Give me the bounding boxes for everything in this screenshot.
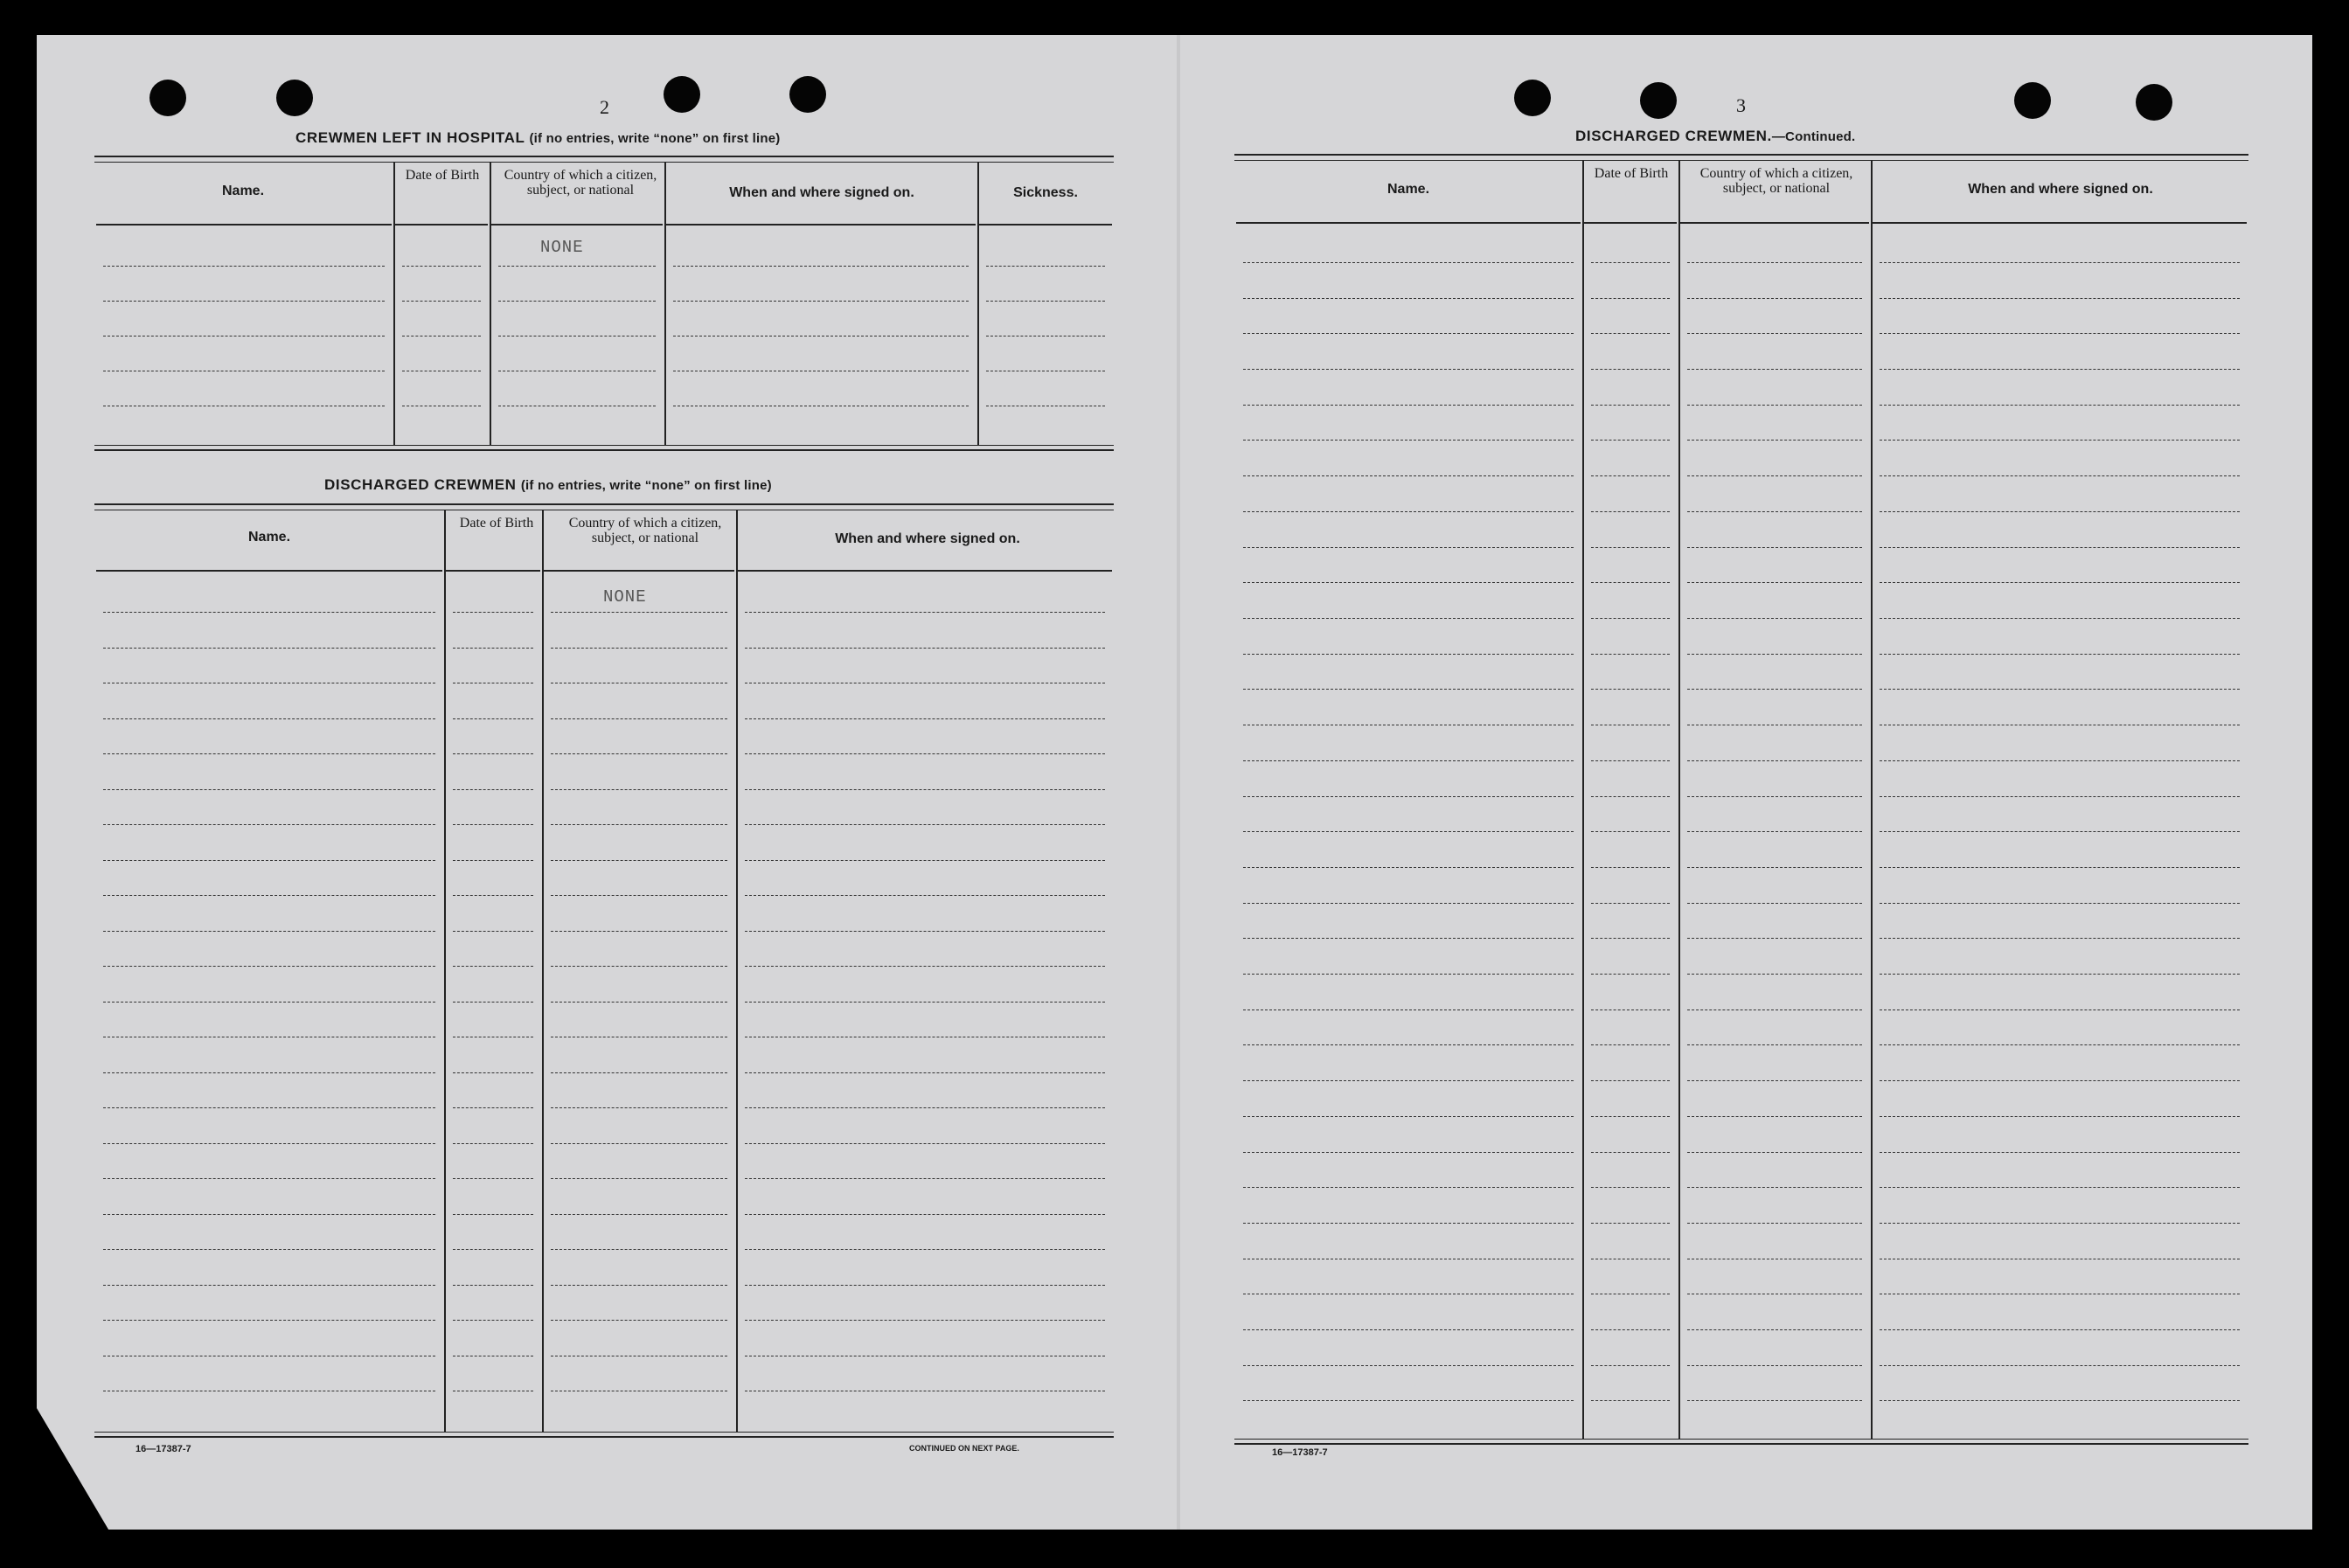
header-underline xyxy=(1873,222,2247,224)
entry-line xyxy=(1880,582,2240,583)
entry-line xyxy=(551,753,727,754)
entry-line xyxy=(1687,405,1862,406)
header-underline xyxy=(1584,222,1677,224)
table-bottom-rule xyxy=(1234,1439,2248,1445)
entry-line xyxy=(1243,1116,1574,1117)
entry-line xyxy=(551,1002,727,1003)
entry-line xyxy=(1687,440,1862,441)
header-underline xyxy=(544,570,734,572)
punch-hole xyxy=(1514,80,1551,116)
discharged-section-title xyxy=(324,476,772,494)
header-underline xyxy=(395,224,488,225)
entry-line xyxy=(551,895,727,896)
entry-line xyxy=(673,301,969,302)
entry-line xyxy=(1591,867,1670,868)
entry-line xyxy=(1591,1365,1670,1366)
column-divider xyxy=(736,510,738,1432)
entry-line xyxy=(1687,1009,1862,1010)
entry-line xyxy=(103,301,385,302)
entry-line xyxy=(745,824,1105,825)
col-header-signed-on: When and where signed on. xyxy=(835,531,1020,546)
entry-line xyxy=(453,1214,533,1215)
entry-line xyxy=(745,1214,1105,1215)
col-header-dob: Date of Birth xyxy=(1594,166,1669,181)
header-underline xyxy=(491,224,663,225)
entry-line xyxy=(1243,974,1574,975)
entry-line xyxy=(1243,475,1574,476)
entry-line xyxy=(1687,1152,1862,1153)
entry-line xyxy=(1687,1044,1862,1045)
header-underline xyxy=(738,570,1112,572)
discharged-continued-table xyxy=(1234,154,2248,1447)
entry-line xyxy=(1591,796,1670,797)
entry-line xyxy=(551,966,727,967)
entry-line xyxy=(402,266,481,267)
entry-line xyxy=(453,824,533,825)
entry-line xyxy=(1591,1329,1670,1330)
entry-line xyxy=(453,1143,533,1144)
column-divider xyxy=(1582,161,1584,1439)
table-bottom-rule xyxy=(94,1432,1114,1438)
entry-line xyxy=(1243,369,1574,370)
entry-line xyxy=(1243,1223,1574,1224)
entry-line xyxy=(1243,440,1574,441)
entry-line xyxy=(745,789,1105,790)
form-number: 16—17387-7 xyxy=(136,1444,191,1454)
entry-line xyxy=(745,1178,1105,1179)
entry-line xyxy=(1687,1329,1862,1330)
entry-line xyxy=(1243,547,1574,548)
entry-line xyxy=(1243,796,1574,797)
entry-line xyxy=(1591,1187,1670,1188)
col-header-name: Name. xyxy=(221,184,265,198)
entry-line xyxy=(1687,298,1862,299)
entry-line xyxy=(1880,1400,2240,1401)
entry-line xyxy=(986,266,1105,267)
header-underline xyxy=(96,570,442,572)
entry-line xyxy=(1591,903,1670,904)
entry-line xyxy=(103,1249,435,1250)
entry-line xyxy=(1591,1223,1670,1224)
entry-line xyxy=(745,1320,1105,1321)
entry-line xyxy=(745,895,1105,896)
entry-line xyxy=(1880,796,2240,797)
entry-line xyxy=(745,1072,1105,1073)
entry-line xyxy=(745,612,1105,613)
entry-line xyxy=(745,860,1105,861)
entry-line xyxy=(1243,760,1574,761)
entry-line xyxy=(745,1002,1105,1003)
entry-line xyxy=(1880,938,2240,939)
col-header-name: Name. xyxy=(247,530,291,545)
discharged-table xyxy=(94,503,1114,1440)
entry-line xyxy=(1243,582,1574,583)
entry-line xyxy=(1687,1400,1862,1401)
entry-line xyxy=(551,1072,727,1073)
entry-line xyxy=(453,966,533,967)
entry-line xyxy=(103,966,435,967)
entry-line xyxy=(1880,1329,2240,1330)
entry-line xyxy=(103,718,435,719)
table-top-rule xyxy=(94,156,1114,163)
entry-line xyxy=(551,1178,727,1179)
entry-line xyxy=(453,895,533,896)
entry-line xyxy=(1591,440,1670,441)
entry-line xyxy=(1687,333,1862,334)
entry-line xyxy=(1880,405,2240,406)
entry-line xyxy=(103,1107,435,1108)
entry-line xyxy=(1591,1400,1670,1401)
entry-line xyxy=(1243,654,1574,655)
entry-line xyxy=(1591,689,1670,690)
entry-line xyxy=(453,1107,533,1108)
entry-line xyxy=(1687,582,1862,583)
entry-line xyxy=(1243,1365,1574,1366)
entry-line xyxy=(453,1249,533,1250)
entry-line xyxy=(745,931,1105,932)
col-header-country: Country of which a citizen, subject, or national xyxy=(1699,166,1853,196)
entry-line xyxy=(453,1285,533,1286)
entry-line xyxy=(1591,475,1670,476)
entry-line xyxy=(551,1285,727,1286)
entry-line xyxy=(1880,1080,2240,1081)
entry-line xyxy=(1880,831,2240,832)
entry-line xyxy=(453,860,533,861)
entry-line xyxy=(1591,618,1670,619)
header-underline xyxy=(1680,222,1869,224)
entry-line xyxy=(103,266,385,267)
entry-line xyxy=(1687,262,1862,263)
entry-line xyxy=(1880,1044,2240,1045)
entry-line xyxy=(1243,1044,1574,1045)
entry-line xyxy=(1243,938,1574,939)
entry-line xyxy=(1591,938,1670,939)
form-number: 16—17387-7 xyxy=(1272,1447,1328,1458)
column-divider xyxy=(393,163,395,445)
entry-line xyxy=(103,824,435,825)
punch-hole xyxy=(149,80,186,116)
entry-line xyxy=(551,931,727,932)
header-underline xyxy=(979,224,1112,225)
punch-hole xyxy=(2136,84,2172,121)
entry-line xyxy=(1687,511,1862,512)
center-fold xyxy=(1177,35,1180,1530)
discharged-title-text: DISCHARGED CREWMEN xyxy=(324,476,517,493)
entry-line xyxy=(1591,333,1670,334)
column-divider xyxy=(444,510,446,1432)
col-header-country: Country of which a citizen, subject, or national xyxy=(568,516,722,545)
entry-line xyxy=(1687,475,1862,476)
entry-line xyxy=(1243,689,1574,690)
entry-line xyxy=(1880,654,2240,655)
entry-line xyxy=(1880,440,2240,441)
entry-line xyxy=(1687,1365,1862,1366)
entry-line xyxy=(1880,1009,2240,1010)
entry-line xyxy=(103,612,435,613)
entry-line xyxy=(1880,618,2240,619)
entry-line xyxy=(1591,1152,1670,1153)
entry-line xyxy=(103,895,435,896)
entry-line xyxy=(1880,974,2240,975)
punch-hole xyxy=(664,76,700,113)
entry-line xyxy=(745,1285,1105,1286)
entry-line xyxy=(453,1072,533,1073)
entry-line xyxy=(1880,1187,2240,1188)
entry-line xyxy=(1243,1400,1574,1401)
entry-line xyxy=(103,1214,435,1215)
entry-line xyxy=(103,1178,435,1179)
entry-line xyxy=(1687,547,1862,548)
entry-line xyxy=(1880,903,2240,904)
entry-line xyxy=(551,612,727,613)
entry-line xyxy=(1880,1223,2240,1224)
entry-line xyxy=(1243,298,1574,299)
continued-note: CONTINUED ON NEXT PAGE. xyxy=(909,1444,1019,1453)
entry-line xyxy=(745,966,1105,967)
entry-line xyxy=(1243,867,1574,868)
entry-line xyxy=(1880,1152,2240,1153)
entry-line xyxy=(1880,1365,2240,1366)
entry-line xyxy=(745,1143,1105,1144)
entry-line xyxy=(402,301,481,302)
entry-line xyxy=(551,860,727,861)
entry-line xyxy=(1243,1009,1574,1010)
column-divider xyxy=(1871,161,1873,1439)
header-underline xyxy=(1236,222,1581,224)
entry-line xyxy=(1687,796,1862,797)
entry-line xyxy=(551,1320,727,1321)
discharged-instruction: (if no entries, write “none” on first line) xyxy=(520,478,772,493)
entry-line xyxy=(1880,760,2240,761)
column-divider xyxy=(542,510,544,1432)
column-divider xyxy=(490,163,491,445)
page-number: 2 xyxy=(600,96,609,118)
entry-line xyxy=(1591,974,1670,975)
entry-line xyxy=(1243,262,1574,263)
entry-line xyxy=(1880,298,2240,299)
entry-line xyxy=(551,1107,727,1108)
none-entry: NONE xyxy=(603,587,647,607)
entry-line xyxy=(1243,1187,1574,1188)
col-header-dob: Date of Birth xyxy=(459,516,534,531)
entry-line xyxy=(551,718,727,719)
entry-line xyxy=(1591,298,1670,299)
entry-line xyxy=(1591,654,1670,655)
entry-line xyxy=(1880,511,2240,512)
entry-line xyxy=(453,1002,533,1003)
entry-line xyxy=(453,648,533,649)
entry-line xyxy=(1687,760,1862,761)
discharged-continued-title xyxy=(1575,128,1855,145)
entry-line xyxy=(673,266,969,267)
entry-line xyxy=(1687,938,1862,939)
entry-line xyxy=(1687,867,1862,868)
entry-line xyxy=(453,789,533,790)
entry-line xyxy=(986,301,1105,302)
entry-line xyxy=(453,1178,533,1179)
entry-line xyxy=(103,1002,435,1003)
entry-line xyxy=(498,266,656,267)
entry-line xyxy=(745,718,1105,719)
header-underline xyxy=(96,224,392,225)
col-header-signed-on: When and where signed on. xyxy=(1968,182,2153,197)
hospital-instruction: (if no entries, write “none” on first line) xyxy=(529,131,781,146)
col-header-signed-on: When and where signed on. xyxy=(729,185,914,200)
header-underline xyxy=(666,224,976,225)
entry-line xyxy=(103,648,435,649)
none-entry: NONE xyxy=(540,238,584,257)
entry-line xyxy=(1687,1187,1862,1188)
entry-line xyxy=(1591,405,1670,406)
punch-hole xyxy=(2014,82,2051,119)
entry-line xyxy=(103,789,435,790)
entry-line xyxy=(453,931,533,932)
entry-line xyxy=(103,931,435,932)
entry-line xyxy=(551,789,727,790)
entry-line xyxy=(103,1320,435,1321)
entry-line xyxy=(1687,618,1862,619)
column-divider xyxy=(664,163,666,445)
entry-line xyxy=(1591,1009,1670,1010)
entry-line xyxy=(1687,369,1862,370)
col-header-country: Country of which a citizen, subject, or national xyxy=(504,168,657,198)
entry-line xyxy=(1880,689,2240,690)
entry-line xyxy=(1243,405,1574,406)
entry-line xyxy=(1243,511,1574,512)
entry-line xyxy=(551,1214,727,1215)
hospital-title-text: CREWMEN LEFT IN HOSPITAL xyxy=(295,129,525,146)
entry-line xyxy=(1243,1080,1574,1081)
entry-line xyxy=(551,1249,727,1250)
entry-line xyxy=(1687,1080,1862,1081)
entry-line xyxy=(103,1285,435,1286)
entry-line xyxy=(1591,1116,1670,1117)
entry-line xyxy=(1687,1116,1862,1117)
entry-line xyxy=(1687,903,1862,904)
entry-line xyxy=(1591,262,1670,263)
entry-line xyxy=(1687,654,1862,655)
entry-line xyxy=(453,753,533,754)
entry-line xyxy=(551,824,727,825)
entry-line xyxy=(453,718,533,719)
entry-line xyxy=(1880,262,2240,263)
entry-line xyxy=(1591,582,1670,583)
entry-line xyxy=(1880,475,2240,476)
entry-line xyxy=(1687,831,1862,832)
entry-line xyxy=(1243,618,1574,619)
entry-line xyxy=(1880,547,2240,548)
entry-line xyxy=(1687,974,1862,975)
entry-line xyxy=(453,1320,533,1321)
entry-line xyxy=(1591,831,1670,832)
entry-line xyxy=(498,301,656,302)
entry-line xyxy=(1687,689,1862,690)
entry-line xyxy=(1243,831,1574,832)
entry-line xyxy=(745,1249,1105,1250)
entry-line xyxy=(1880,867,2240,868)
entry-line xyxy=(103,1072,435,1073)
entry-line xyxy=(745,753,1105,754)
entry-line xyxy=(1243,1152,1574,1153)
entry-line xyxy=(1591,511,1670,512)
col-header-sickness: Sickness. xyxy=(1013,185,1078,200)
entry-line xyxy=(1243,1329,1574,1330)
entry-line xyxy=(1243,903,1574,904)
entry-line xyxy=(1880,1116,2240,1117)
entry-line xyxy=(1591,1080,1670,1081)
punch-hole xyxy=(1640,82,1677,119)
entry-line xyxy=(1880,333,2240,334)
col-header-name: Name. xyxy=(1386,182,1430,197)
entry-line xyxy=(103,753,435,754)
entry-line xyxy=(745,648,1105,649)
table-bottom-rule xyxy=(94,445,1114,451)
page-number: 3 xyxy=(1736,94,1746,116)
entry-line xyxy=(453,612,533,613)
entry-line xyxy=(1591,760,1670,761)
column-divider xyxy=(1678,161,1680,1439)
hospital-table xyxy=(94,156,1114,448)
hospital-section-title xyxy=(295,129,780,147)
continued-suffix: —Continued. xyxy=(1771,129,1856,144)
punch-hole xyxy=(789,76,826,113)
entry-line xyxy=(1687,1223,1862,1224)
discharged-continued-text: DISCHARGED CREWMEN. xyxy=(1575,128,1772,144)
entry-line xyxy=(1591,547,1670,548)
entry-line xyxy=(1591,369,1670,370)
entry-line xyxy=(551,648,727,649)
header-underline xyxy=(446,570,540,572)
column-divider xyxy=(977,163,979,445)
table-top-rule xyxy=(94,503,1114,510)
col-header-dob: Date of Birth xyxy=(405,168,480,183)
entry-line xyxy=(551,1143,727,1144)
entry-line xyxy=(1880,369,2240,370)
punch-hole xyxy=(276,80,313,116)
entry-line xyxy=(1591,1044,1670,1045)
entry-line xyxy=(103,860,435,861)
entry-line xyxy=(1243,333,1574,334)
table-top-rule xyxy=(1234,154,2248,161)
entry-line xyxy=(745,1107,1105,1108)
entry-line xyxy=(103,1143,435,1144)
